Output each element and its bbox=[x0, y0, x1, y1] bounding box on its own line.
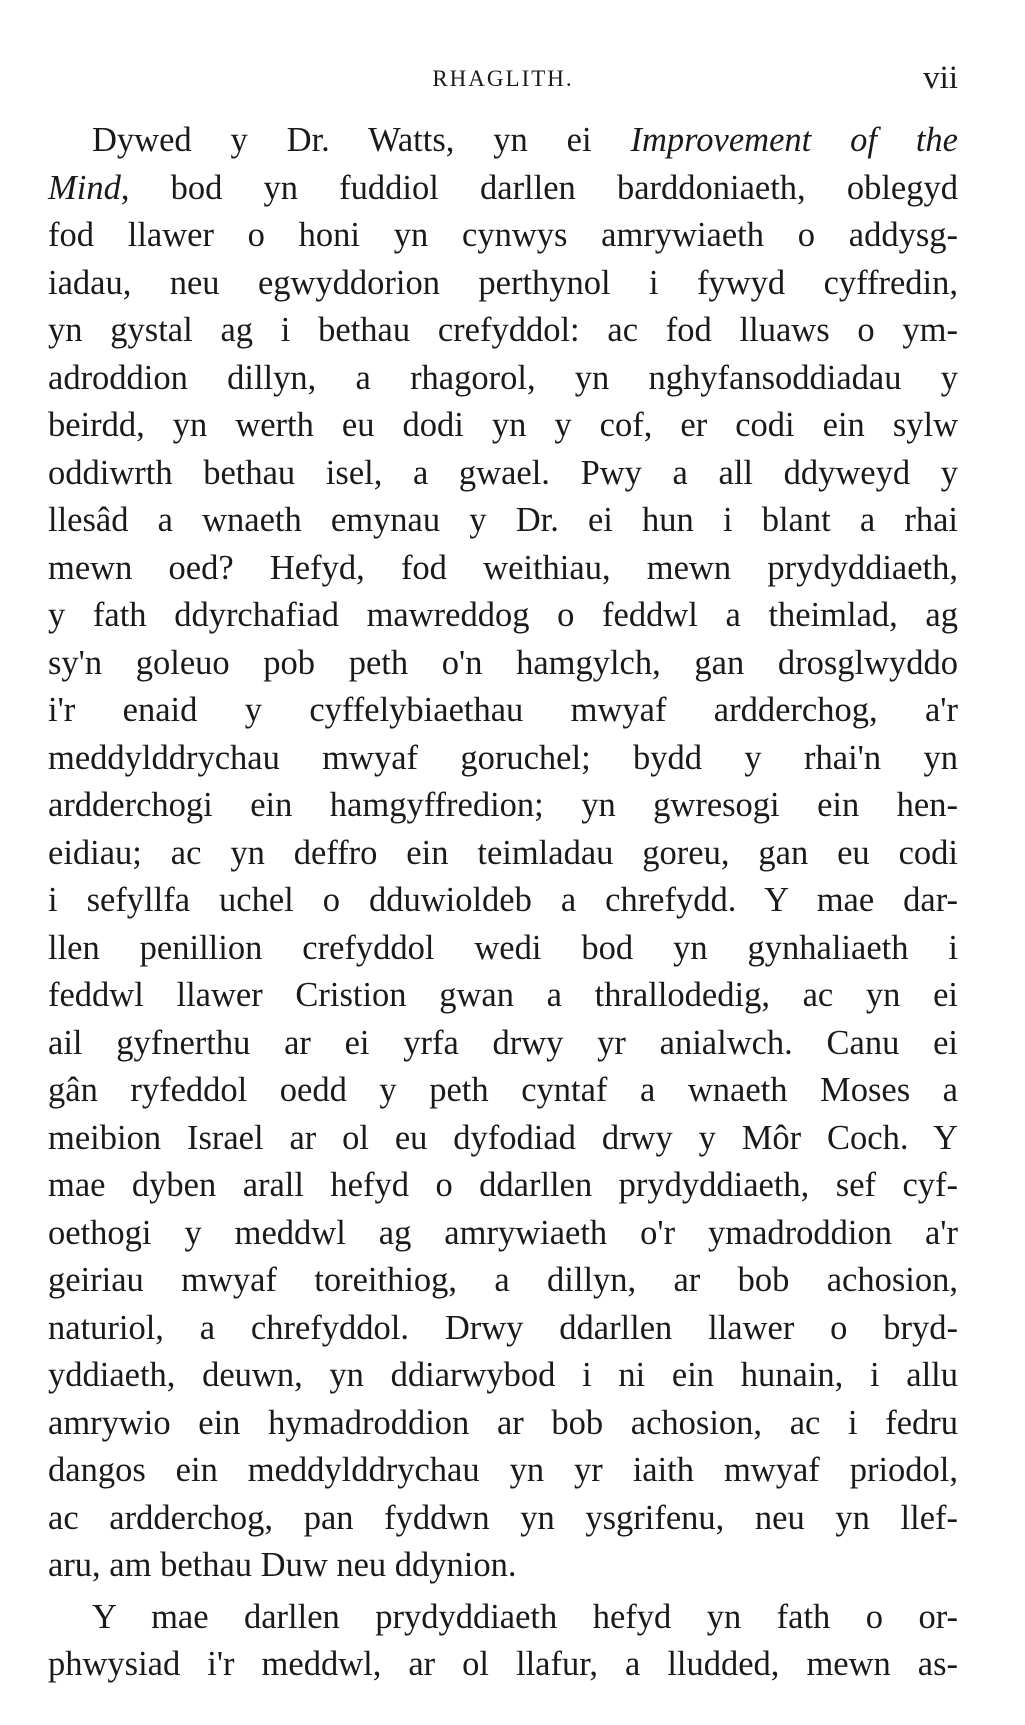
text-line bbox=[48, 450, 958, 498]
text-line bbox=[48, 260, 958, 308]
text-line bbox=[48, 1115, 958, 1163]
text-line bbox=[48, 1162, 958, 1210]
text-line bbox=[48, 1495, 958, 1543]
line-text: beirdd, yn werth eu dodi yn y cof, er codi ein sylw bbox=[48, 406, 958, 444]
body-text bbox=[48, 117, 958, 1689]
text-line bbox=[48, 1067, 958, 1115]
line-text: dangos ein meddylddrychau yn yr iaith mwyaf priodol, bbox=[48, 1451, 958, 1489]
line-text: naturiol, a chrefyddol. Drwy ddarllen llawer o bryd- bbox=[48, 1308, 958, 1347]
text-line bbox=[48, 972, 958, 1020]
text-line bbox=[48, 545, 958, 593]
text-line bbox=[48, 1641, 958, 1689]
line-text: ardderchogi ein hamgyffredion; yn gwresogi ein hen- bbox=[48, 786, 958, 824]
text-line bbox=[48, 1352, 958, 1400]
text-line bbox=[48, 735, 958, 783]
running-head bbox=[48, 60, 958, 100]
text-line bbox=[48, 402, 958, 450]
line-text: y fath ddyrchafiad mawreddog o feddwl a theimlad, ag bbox=[48, 596, 958, 634]
text-line bbox=[48, 307, 958, 355]
line-text: oddiwrth bethau isel, a gwael. Pwy a all ddyweyd y bbox=[48, 453, 958, 492]
text-line bbox=[48, 592, 958, 640]
text-line bbox=[48, 212, 958, 260]
line-text: fod llawer o honi yn cynwys amrywiaeth o addysg- bbox=[48, 216, 958, 254]
line-text: phwysiad i'r meddwl, ar ol llafur, a lludded, mewn as- bbox=[48, 1645, 958, 1683]
line-text: amrywio ein hymadroddion ar bob achosion, ac i fedru bbox=[48, 1403, 958, 1442]
line-text: iadau, neu egwyddorion perthynol i fywyd cyffredin, bbox=[48, 263, 958, 302]
line-text: mewn oed? Hefyd, fod weithiau, mewn prydyddiaeth, bbox=[48, 548, 958, 587]
line-text: adroddion dillyn, a rhagorol, yn nghyfansoddiadau y bbox=[48, 358, 958, 397]
line-text: sy'n goleuo pob peth o'n hamgylch, gan drosglwyddo bbox=[48, 643, 958, 682]
line-text: geiriau mwyaf toreithiog, a dillyn, ar bob achosion, bbox=[48, 1261, 958, 1299]
text-line bbox=[48, 1447, 958, 1495]
paragraph bbox=[48, 117, 958, 1590]
text-line bbox=[48, 355, 958, 403]
text-line bbox=[48, 117, 958, 165]
line-text: Y mae darllen prydyddiaeth hefyd yn fath o or- bbox=[92, 1597, 958, 1636]
text-line bbox=[48, 925, 958, 973]
paragraph bbox=[48, 1594, 958, 1689]
text-line bbox=[48, 782, 958, 830]
text-line bbox=[48, 1594, 958, 1642]
text-line bbox=[48, 1020, 958, 1068]
text-line bbox=[48, 1542, 958, 1590]
line-text: feddwl llawer Cristion gwan a thrallodedig, ac yn ei bbox=[48, 976, 958, 1014]
line-text: , bod yn fuddiol darllen barddoniaeth, oblegyd bbox=[120, 168, 958, 207]
text-line bbox=[48, 687, 958, 735]
line-text: gân ryfeddol oedd y peth cyntaf a wnaeth Moses a bbox=[48, 1071, 958, 1109]
text-line bbox=[48, 830, 958, 878]
line-text: meddylddrychau mwyaf goruchel; bydd y rhai'n yn bbox=[48, 738, 958, 777]
page-number: vii bbox=[923, 60, 958, 96]
line-text: llen penillion crefyddol wedi bod yn gynhaliaeth i bbox=[48, 928, 958, 967]
text-line bbox=[48, 877, 958, 925]
text-line bbox=[48, 1305, 958, 1353]
line-text: eidiau; ac yn deffro ein teimladau goreu, gan eu codi bbox=[48, 833, 958, 872]
text-line bbox=[48, 1400, 958, 1448]
line-text: llesâd a wnaeth emynau y Dr. ei hun i blant a rhai bbox=[48, 501, 958, 539]
line-text: yddiaeth, deuwn, yn ddiarwybod i ni ein hunain, i allu bbox=[48, 1356, 958, 1394]
text-line bbox=[48, 165, 958, 213]
line-text: ac ardderchog, pan fyddwn yn ysgrifenu, neu yn llef- bbox=[48, 1498, 958, 1537]
running-title: RHAGLITH. bbox=[432, 66, 574, 91]
line-text: Dywed y Dr. Watts, yn ei bbox=[92, 121, 631, 159]
line-text: ail gyfnerthu ar ei yrfa drwy yr anialwch. Canu ei bbox=[48, 1023, 958, 1062]
italic-title-text: Improvement of the bbox=[630, 121, 958, 159]
text-line bbox=[48, 497, 958, 545]
line-text: i sefyllfa uchel o dduwioldeb a chrefydd. Y mae dar- bbox=[48, 881, 958, 919]
text-line bbox=[48, 640, 958, 688]
line-text: i'r enaid y cyffelybiaethau mwyaf ardderchog, a'r bbox=[48, 691, 958, 729]
text-line bbox=[48, 1210, 958, 1258]
line-text: yn gystal ag i bethau crefyddol: ac fod lluaws o ym- bbox=[48, 311, 958, 349]
line-text: mae dyben arall hefyd o ddarllen prydyddiaeth, sef cyf- bbox=[48, 1166, 958, 1204]
text-line bbox=[48, 1257, 958, 1305]
line-text: oethogi y meddwl ag amrywiaeth o'r ymadroddion a'r bbox=[48, 1213, 958, 1252]
line-text: meibion Israel ar ol eu dyfodiad drwy y Môr Coch. Y bbox=[48, 1118, 958, 1157]
line-text: aru, am bethau Duw neu ddynion. bbox=[48, 1546, 517, 1584]
italic-title-text: Mind bbox=[48, 168, 121, 207]
